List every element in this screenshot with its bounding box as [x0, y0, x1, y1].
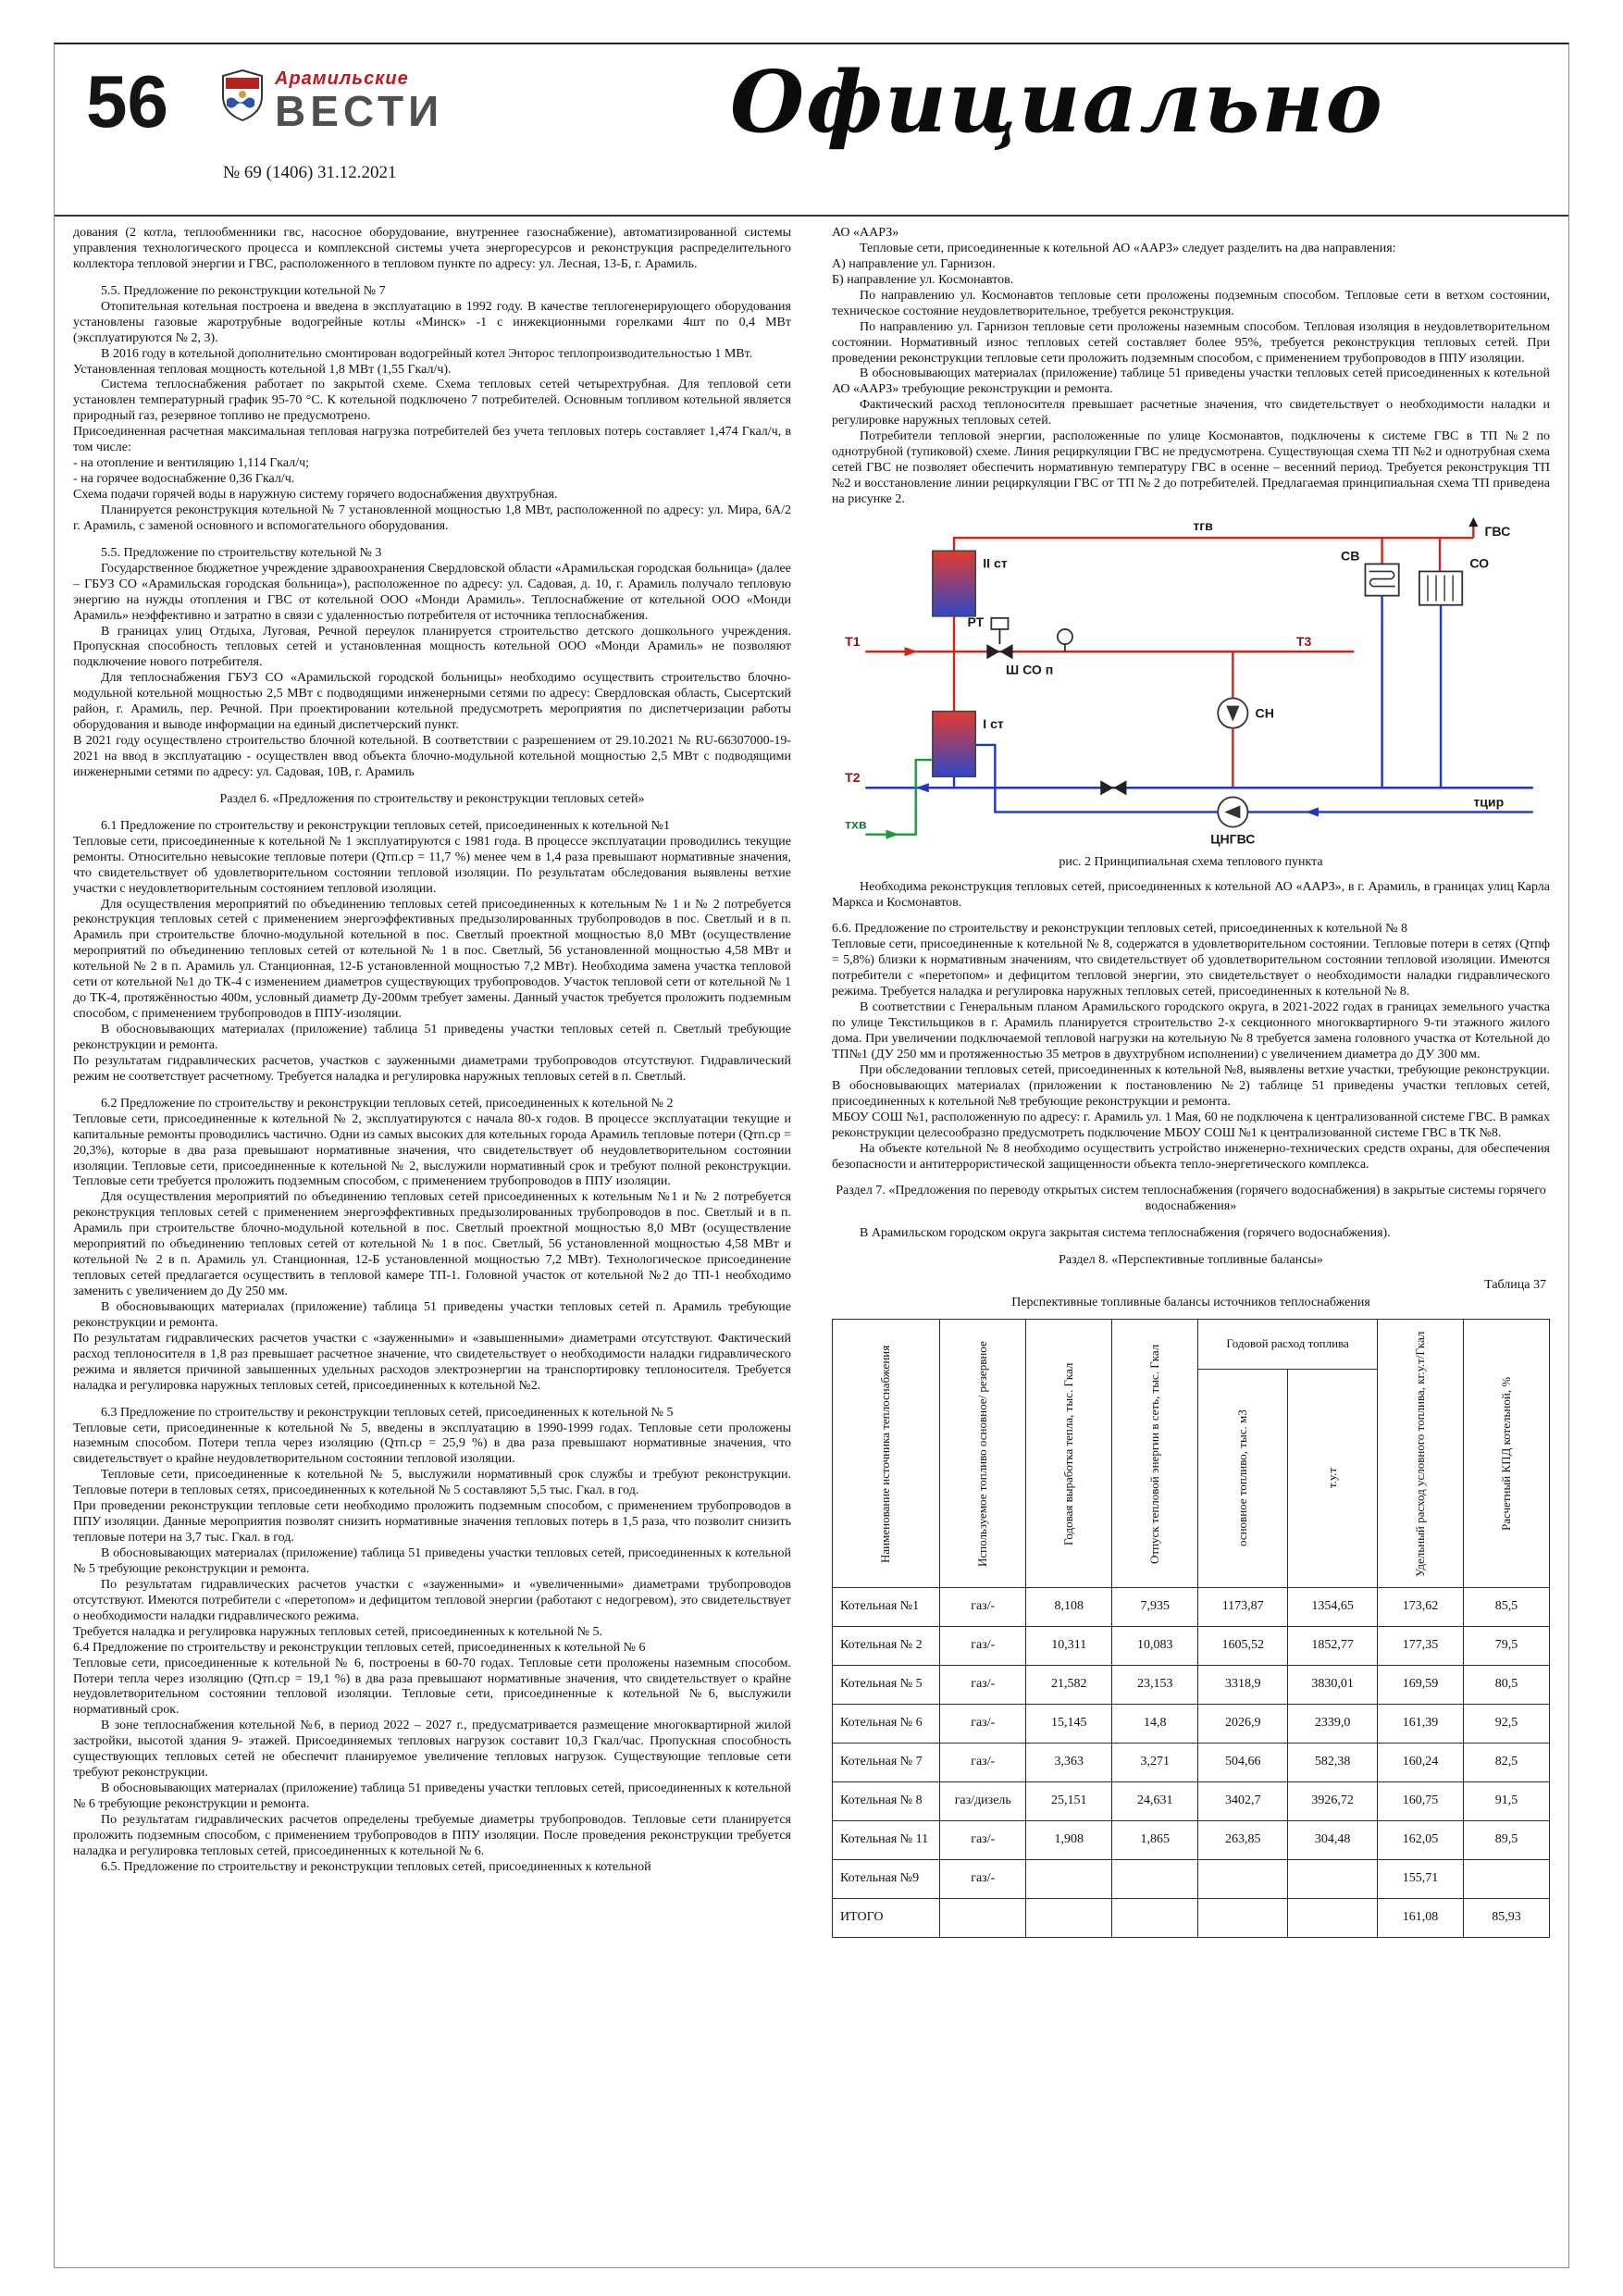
paragraph: По результатам гидравлических расчетов, участков с зауженными диаметрами трубопроводов отсутствуют. Гидравлический режим не соответствует расчетному. Требуется наладка и регулировка наружных тепловых сетей в п. Светлый.	[73, 1053, 791, 1084]
table-title: Перспективные топливные балансы источников теплоснабжения	[1011, 1296, 1370, 1310]
paragraph: По результатам гидравлических расчетов определены требуемые диаметры трубопроводов. Тепловые сети планируется проложить подземным способом, с применением трубопроводов в ППУ изоляции. После проведения реконструкции требуется наладка и регулировка тепловых сетей, присоединенных к котельной № 6.	[73, 1812, 791, 1858]
cell-value: 7,935	[1112, 1588, 1198, 1627]
page-number: 56	[86, 60, 168, 143]
section-heading: Раздел 8. «Перспективные топливные балансы»	[1059, 1253, 1323, 1268]
cell-value: газ/-	[940, 1666, 1026, 1705]
cell-value	[1198, 1860, 1288, 1899]
paragraph: Б) направление ул. Космонавтов.	[832, 272, 1014, 287]
cell-value	[1288, 1860, 1378, 1899]
table-row	[833, 1860, 1550, 1899]
arrow-thv	[886, 829, 898, 838]
cell-value: 1173,87	[1198, 1588, 1288, 1627]
cell-value: 10,311	[1026, 1627, 1112, 1666]
label-rt: РТ	[967, 614, 985, 629]
col-header-production: Годовая выработка тепла, тыс. Гкал	[1026, 1320, 1112, 1588]
heat-exchanger-stage1	[933, 712, 975, 777]
cell-value: 263,85	[1198, 1821, 1288, 1860]
arrow-t1	[905, 647, 918, 656]
cell-value: газ/-	[940, 1588, 1026, 1627]
cell-value: 161,39	[1378, 1705, 1464, 1744]
cell-value: 3318,9	[1198, 1666, 1288, 1705]
paragraph: Требуется наладка и регулировка наружных тепловых сетей, присоединенных к котельной № 5.	[73, 1624, 602, 1639]
cell-value: 85,5	[1464, 1588, 1550, 1627]
paragraph: Государственное бюджетное учреждение здравоохранения Свердловской области «Арамильская городская больница» (далее – ГБУЗ СО «Арамильская городская больница»), расположенное по адресу: ул. Садовая, д. 10, г. Арамиль получало тепловую энергию на нужды отопления и ГВС от котельной ООО «Монди Арамиль». Теплоснабжение от котельной ООО «Монди Арамиль» неэффективно и затратно в связи с удаленностью потребителя от источника теплоснабжения.	[73, 561, 791, 623]
column-right	[832, 226, 1550, 2260]
label-stage2: II ст	[983, 555, 1008, 571]
paragraph: Отопительная котельная построена и введена в эксплуатацию в 1992 году. В качестве теплогенерирующего оборудования установлены газовые жаротрубные водогрейные котлы «Минск» -1 с инжекционными горелками 4шт по 0,4 МВт (эксплуатируются № 2, 3).	[73, 299, 791, 345]
pipe-thv	[865, 760, 933, 835]
issue-date: № 69 (1406) 31.12.2021	[223, 163, 397, 182]
label-sn: СН	[1255, 705, 1274, 721]
cell-value: 161,08	[1378, 1899, 1464, 1938]
col-header-annual-fuel: Годовой расход топлива	[1198, 1320, 1378, 1369]
cell-value: газ/-	[940, 1627, 1026, 1666]
paragraph: 6.3 Предложение по строительству и реконструкции тепловых сетей, присоединенных к котельной № 5	[101, 1405, 674, 1420]
paragraph: дования (2 котла, теплообменники гвс, насосное оборудование, внутреннее газоснабжение), автоматизированной системы управления технологического процесса и комплексной системы учета энергоресурсов и реконструкция распределительного коллектора тепловой энергии и ГВС, расположенного в тепловом пункте по адресу: ул. Лесная, 13-Б, г. Арамиль.	[73, 226, 791, 271]
cell-value: 1605,52	[1198, 1627, 1288, 1666]
paragraph: Система теплоснабжения работает по закрытой схеме. Схема тепловых сетей четырехтрубная. Для тепловой сети установлен температурный график 95-70 °С. К котельной подключено 7 потребителей. Основным топливом котельной является природный газ, резервное топливо не предусмотрено.	[73, 378, 791, 424]
rt-valve-icon-2	[999, 644, 1012, 659]
cell-value: газ/дизель	[940, 1782, 1026, 1821]
label-stage1: I ст	[983, 715, 1004, 731]
paragraph: Тепловые сети, присоединенные к котельной № 8, содержатся в удовлетворительном состоянии. Тепловые потери в сетях (Qтпф = 5,8%) близки к нормативным значениям, что свидетельствует об удовлетворительном состоянии тепловой изоляции. Имеются потребители с «перетопом» и дефицитом тепловой энергии, это свидетельствует о необходимости наладки гидравлического режима. Требуется наладка и регулировка наружных тепловых сетей, присоединенных к котельной № 8.	[832, 937, 1550, 999]
section-title: Официально	[730, 52, 1384, 152]
paragraph: В обосновывающих материалах (приложение) таблица 51 приведены участки тепловых сетей, присоединенных к котельной № 6 требующие реконструкции и ремонта.	[73, 1781, 791, 1811]
towel-dryer-symbol	[1365, 564, 1398, 595]
section-heading: Раздел 6. «Предложения по строительству и реконструкции тепловых сетей»	[219, 791, 645, 806]
cell-value: 79,5	[1464, 1627, 1550, 1666]
paragraph: Потребители тепловой энергии, расположенные по улице Космонавтов, подключены к системе ГВС в ТП №2 по однотрубной (тупиковой) схеме. Линия рециркуляции ГВС не предусмотрена. Существующая схема ТП №2 и однотрубная схема сетей ГВС не позволяет обеспечить нормативную температуру ГВС в осенне – весенний период. Требуется реконструкция ТП №2 и восстановление линии рециркуляции ГВС от ТП № 2 до потребителей. Предлагаемая принципиальная схема ТП приведена на рисунке 2.	[832, 429, 1550, 506]
cell-value	[1112, 1860, 1198, 1899]
cell-value: 25,151	[1026, 1782, 1112, 1821]
table-row	[833, 1899, 1550, 1938]
paragraph: При проведении реконструкции тепловые сети необходимо проложить подземным способом, с применением трубопроводов в ППУ изоляции. Данные мероприятия позволят снизить нормативные значения тепловых потерь в 1,5 раза, что позволит снизить тепловые потери на 3,7 тыс. Гкал. в год.	[73, 1499, 791, 1545]
cell-value: 85,93	[1464, 1899, 1550, 1938]
newspaper-brand	[221, 68, 444, 135]
cell-value: 82,5	[1464, 1744, 1550, 1782]
cell-value: газ/-	[940, 1744, 1026, 1782]
col-header-main-fuel: основное топливо, тыс. м3	[1198, 1369, 1288, 1588]
cell-value: 3,363	[1026, 1744, 1112, 1782]
paragraph: 5.5. Предложение по реконструкции котельной № 7	[101, 283, 386, 298]
paragraph: - на горячее водоснабжение 0,36 Гкал/ч.	[73, 472, 295, 487]
row-label: Котельная № 5	[833, 1666, 940, 1705]
paragraph: Тепловые сети, присоединенные к котельной № 6, построены в 60-70 годах. Тепловые сети проложены наземным способом. Потери тепла через изоляцию (Qтп.ср = 19,1 %) в два раза превышают нормативные значения, что свидетельствует о крайне неудовлетворительном состоянии тепловой изоляции. Тепловые сети, присоединенные к котельной №6, выслужили нормативный срок.	[73, 1656, 791, 1718]
column-left	[73, 226, 791, 2260]
paragraph: В обосновывающих материалах (приложение) таблице 51 приведены участки тепловых сетей присоединенных к котельной АО «ААРЗ» требующие реконструкции и ремонта.	[832, 366, 1550, 397]
paragraph: Тепловые сети, присоединенные к котельной № 2, эксплуатируются с начала 80-х годов. В процессе эксплуатации текущие и капитальные ремонты проводились частично. Одни из самых высоких для котельных города Арамиль тепловые потери (Qтп.ср = 20,3%), которые в два раза превышают нормативные значения, что свидетельствует об неудовлетворительном состоянии изоляции. Тепловые сети, присоединенные к котельной № 2, выслужили нормативный срок и требуют полной реконструкции. Тепловые сети требуется проложить подземным способом, с применением трубопроводов в ППУ изоляции.	[73, 1111, 791, 1189]
paragraph: А) направление ул. Гарнизон.	[832, 256, 996, 271]
row-label: Котельная №1	[833, 1588, 940, 1627]
cell-value: 2339,0	[1288, 1705, 1378, 1744]
paragraph: Для осуществления мероприятий по объединению тепловых сетей присоединенных к котельным № 1 и № 2 потребуется реконструкция тепловых сетей с применением энергоэффективных предызолированных трубопроводов в пос. Светлый и в п. Арамиль при строительстве блочно-модульной котельной в пос. Светлый проектной мощностью 8,0 МВт (осуществление мероприятий по объединению тепловых сетей от котельной № 1 в пос. Светлый, 56 установленной мощностью 4,58 МВт и котельной № 2 в п. Арамиль ул. Станционная, 12-Б установленной мощностью 7,2 МВт). Необходима замена участка тепловой сети от котельной №1 до ТК-4 с изменением диаметров существующих трубопроводов. Участок тепловой сети от котельной № 1 до ТК-4, протяжённостью 400м, условный диаметр Ду-200мм требует замены. Данный участок требуется проложить подземным способом, с применением трубопроводов в ППУ-изоляции.	[73, 897, 791, 1022]
paragraph: В зоне теплоснабжения котельной №6, в период 2022 – 2027 г., предусматривается размещение многоквартирной жилой застройки, высотой здания 9- этажей. Присоединяемых тепловых нагрузок составит 10,3 Гкал/час. Пропускная способность существующих тепловых сетей не обеспечит планируемое увеличение тепловых нагрузок. Существующие тепловые сети требуют реконструкции.	[73, 1719, 791, 1781]
cell-value: газ/-	[940, 1860, 1026, 1899]
heat-exchanger-stage2	[933, 551, 975, 616]
paragraph: В соответствии с Генеральным планом Арамильского городского округа, в 2021-2022 годах в границах земельного участка по улице Текстильщиков в г. Арамиль планируется строительство 2-х секционного многоквартирного 9-ти этажного жилого дома. При увеличении подключаемой тепловой нагрузки на котельную № 8 требуется замена головного участка от Котельной до ТП№1 (ДУ 250 мм и протяженностью 35 метров в двухтрубном исполнении) с увеличением диаметра до ДУ 300 мм.	[832, 1000, 1550, 1061]
label-t1: Т1	[845, 633, 861, 649]
masthead	[55, 44, 1568, 217]
gauge-icon	[1058, 629, 1072, 644]
row-label: Котельная № 2	[833, 1627, 940, 1666]
label-cngvs: ЦНГВС	[1210, 831, 1256, 847]
cell-value: 160,24	[1378, 1744, 1464, 1782]
paragraph: По результатам гидравлических расчетов участки с «зауженными» и «завышенными» диаметрами отсутствуют. Фактический расход теплоносителя в 1,8 раз превышает расчетное значение, что свидетельствует о необходимости наладки гидравлического режима и является причиной завышенных удельных расходов электроэнергии на транспортировку теплоносителя. Требуется наладка и регулировка наружных тепловых сетей, присоединенных к котельной №2.	[73, 1331, 791, 1393]
cell-value: 24,631	[1112, 1782, 1198, 1821]
cell-value: 23,153	[1112, 1666, 1198, 1705]
paragraph: Схема подачи горячей воды в наружную систему горячего водоснабжения двухтрубная.	[73, 488, 558, 502]
label-shsop: Ш СО п	[1006, 662, 1054, 677]
cell-value: 1852,77	[1288, 1627, 1378, 1666]
paragraph: 6.6. Предложение по строительству и реконструкции тепловых сетей, присоединенных к котельной № 8	[832, 922, 1407, 937]
paragraph: Тепловые сети, присоединенные к котельной АО «ААРЗ» следует разделить на два направления:	[860, 241, 1396, 255]
cell-value: 173,62	[1378, 1588, 1464, 1627]
paragraph: Установленная тепловая мощность котельной 1,8 МВт (1,55 Гкал/ч).	[73, 362, 452, 377]
pipe-gvs-supply	[954, 538, 1473, 551]
cell-value: 3926,72	[1288, 1782, 1378, 1821]
paragraph: В границах улиц Отдыха, Луговая, Речной переулок планируется строительство детского дошкольного учреждения. Пропускная способность тепловых сетей и установленная мощность котельной ООО «Монди Арамиль» не позволяют подключение нового потребителя.	[73, 624, 791, 670]
cell-value: 80,5	[1464, 1666, 1550, 1705]
paragraph: 6.4 Предложение по строительству и реконструкции тепловых сетей, присоединенных к котельной № 6	[73, 1640, 646, 1655]
col-header-source: Наименование источника теплоснабжения	[833, 1320, 940, 1588]
cell-value: 304,48	[1288, 1821, 1378, 1860]
paragraph: Фактический расход теплоносителя превышает расчетные значения, что свидетельствует о необходимости наладки и регулировке наружных тепловых сетей.	[832, 398, 1550, 428]
masthead-city: Арамильские	[275, 68, 409, 89]
cell-value: 1,865	[1112, 1821, 1198, 1860]
arrow-t2	[916, 783, 929, 792]
col-header-specific: Удельный расход условного топлива, кг.у.т/Гкал	[1378, 1320, 1464, 1588]
cell-value	[1026, 1860, 1112, 1899]
paragraph: Тепловые сети, присоединенные к котельной № 5, введены в эксплуатацию в 1990-1999 годах. Тепловые сети проложены наземным способом. Потери тепла через изоляцию (Qтп.ср = 25,9 %) в два раза превышают нормативные значения, что свидетельствует о крайне неудовлетворительном состоянии тепловой изоляции.	[73, 1421, 791, 1467]
cell-value: 1,908	[1026, 1821, 1112, 1860]
arrow-tcir	[1306, 807, 1319, 816]
cell-value: 10,083	[1112, 1627, 1198, 1666]
paragraph: 5.5. Предложение по строительству котельной № 3	[101, 545, 382, 560]
cell-value: газ/-	[940, 1821, 1026, 1860]
paragraph: 6.5. Предложение по строительству и реконструкции тепловых сетей, присоединенных к котельной	[101, 1859, 651, 1874]
row-label: Котельная № 7	[833, 1744, 940, 1782]
row-label: Котельная № 11	[833, 1821, 940, 1860]
table-row	[833, 1782, 1550, 1821]
fuel-balance-table	[832, 1319, 1550, 1938]
t2-valve-icon-2	[1113, 780, 1126, 795]
paragraph: Планируется реконструкция котельной № 7 установленной мощностью 1,8 МВт, расположенной по адресу: ул. Мира, 6А/2 г. Арамиль, с заменой основного и вспомогательного оборудования.	[73, 503, 791, 533]
cell-value: 91,5	[1464, 1782, 1550, 1821]
label-t3: Т3	[1295, 633, 1312, 649]
pipe-recirc-return	[975, 745, 1218, 813]
table-row	[833, 1705, 1550, 1744]
paragraph: В обосновывающих материалах (приложение) таблица 51 приведены участки тепловых сетей п. Арамиль требующие реконструкции и ремонта.	[73, 1299, 791, 1330]
cell-value	[1464, 1860, 1550, 1899]
cell-value: 3402,7	[1198, 1782, 1288, 1821]
cell-value: 504,66	[1198, 1744, 1288, 1782]
paragraph: Тепловые сети, присоединенные к котельной № 1 эксплуатируются с 1981 года. В процессе эксплуатации проводились текущие ремонты. Относительно невысокие тепловые потери (Qтп.ср = 11,7 %) менее чем в 1,4 раза превышают нормативные значения, что свидетельствует об удовлетворительном состоянии тепловой изоляции. По результатам обследования выявлены ветхие участки с неудовлетворительным состоянием тепловой изоляции.	[73, 834, 791, 896]
paragraph: В Арамильском городском округа закрытая система теплоснабжения (горячего водоснабжения).	[860, 1226, 1391, 1241]
paragraph: Необходима реконструкция тепловых сетей, присоединенных к котельной АО «ААРЗ», в г. Арамиль, в границах улиц Карла Маркса и Космонавтов.	[832, 879, 1550, 910]
cell-value: 1354,65	[1288, 1588, 1378, 1627]
cell-value	[1198, 1899, 1288, 1938]
row-label: Котельная № 6	[833, 1705, 940, 1744]
cell-value: 21,582	[1026, 1666, 1112, 1705]
cell-value: 8,108	[1026, 1588, 1112, 1627]
rt-valve-icon	[986, 644, 999, 659]
paragraph: В обосновывающих материалах (приложение) таблица 51 приведены участки тепловых сетей, присоединенных к котельной № 5 требующие реконструкции и ремонта.	[73, 1546, 791, 1576]
paragraph: Для теплоснабжения ГБУЗ СО «Арамильской городской больницы» необходимо осуществить строительство блочно-модульной котельной мощностью 2,5 МВт с подводящими инженерными сетями по адресу: Свердловская область, Сысертский район, г. Арамиль, пер. Речной. При проектировании котельной предусмотреть мероприятия по диспетчеризации работы оборудования и выводе информации на единый диспетчерский пункт.	[73, 671, 791, 733]
heat-point-diagram	[832, 515, 1550, 851]
paragraph: МБОУ СОШ №1, расположенную по адресу: г. Арамиль ул. 1 Мая, 60 не подключена к централизованной системе ГВС. В рамках реконструкции целесообразно предусмотреть подключение МБОУ СОШ №1 к централизованной системе ГВС в ТК №8.	[832, 1110, 1550, 1140]
page-frame	[54, 43, 1569, 2268]
masthead-name: ВЕСТИ	[275, 87, 444, 135]
rt-actuator	[991, 618, 1008, 629]
label-thv: тхв	[845, 816, 867, 832]
page-body	[73, 226, 1550, 2260]
label-gvs: ГВС	[1484, 524, 1511, 540]
paragraph: По результатам гидравлических расчетов участки с «зауженными» и «увеличенными» диаметрами трубопроводов отсутствуют. Имеются потребители с «перетопом» и дефицитом тепловой энергии (работают с недогревом), это свидетельствует о необходимости наладки гидравлического режима.	[73, 1577, 791, 1623]
paragraph: - на отопление и вентиляцию 1,114 Гкал/ч;	[73, 456, 310, 471]
cell-value: 3830,01	[1288, 1666, 1378, 1705]
paragraph: 6.1 Предложение по строительству и реконструкции тепловых сетей, присоединенных к котельной №1	[101, 818, 670, 833]
row-label: ИТОГО	[833, 1899, 940, 1938]
paragraph: Присоединенная расчетная максимальная тепловая нагрузка потребителей без учета тепловых потерь составляет 1,474 Гкал/ч, в том числе:	[73, 425, 791, 455]
paragraph: В 2021 году осуществлено строительство блочной котельной. В соответствии с разрешением от 29.10.2021 № RU-66307000-19-2021 на ввод в эксплуатацию - осуществлен ввод объекта блочно-модульной котельной мощностью 2,5 МВт с подводящими инженерными сетями по адресу: ул. Садовая, 10В, г. Арамиль	[73, 734, 791, 779]
col-header-tut: т.у.т	[1288, 1369, 1378, 1588]
paragraph: На объекте котельной № 8 необходимо осуществить устройство инженерно-технических средств охраны, для обеспечения безопасности и антитеррористической защищенности объекта тепло-энергетического комплекса.	[832, 1141, 1550, 1172]
cell-value: 162,05	[1378, 1821, 1464, 1860]
table-row	[833, 1666, 1550, 1705]
label-so: СО	[1469, 555, 1490, 571]
label-tcir: тцир	[1473, 794, 1505, 810]
paragraph: По направлению ул. Гарнизон тепловые сети проложены наземным способом. Тепловая изоляция в неудовлетворительном состоянии. Нормативный износ тепловых сетей составляет более 95%, требуется реконструкция тепловых сетей. При проведении реконструкции тепловые сети проложить подземным способом, с применением трубопроводов в ППУ изоляции.	[832, 319, 1550, 366]
figure-caption: рис. 2 Принципиальная схема теплового пункта	[1059, 854, 1323, 869]
paragraph: Для осуществления мероприятий по объединению тепловых сетей присоединенных к котельным №1 и № 2 потребуется реконструкция тепловых сетей с применением энергоэффективных предызолированных трубопроводов в пос. Светлый и в п. Арамиль при строительстве блочно-модульной котельной в пос. Светлый проектной мощностью 8,0 МВт (осуществление мероприятий по объединению тепловых сетей от котельной № 1 в пос. Светлый, 56 установленной мощностью 4,58 МВт и котельной № 2 в п. Арамиль ул. Станционная, 12-Б установленной мощностью 7,2 МВт). Технологическое присоединение тепловых сетей предлагается осуществить в тепловой камере ТП-1. Головной участок от котельной №2 до ТП-1 необходимо заменить с увеличением до Ду 250 мм.	[73, 1190, 791, 1298]
cell-value: 582,38	[1288, 1744, 1378, 1782]
paragraph: Тепловые сети, присоединенные к котельной № 5, выслужили нормативный срок службы и требуют реконструкции. Тепловые потери в тепловых сетях, присоединенных к котельной № 5 составляют 5,5 тыс. Гкал. в год.	[73, 1468, 791, 1498]
col-header-supply: Отпуск тепловой энергии в сеть, тыс. Гкал	[1112, 1320, 1198, 1588]
table-row	[833, 1744, 1550, 1782]
row-label: Котельная №9	[833, 1860, 940, 1899]
t2-valve-icon	[1100, 780, 1113, 795]
label-sv: СВ	[1341, 548, 1360, 564]
paragraph: 6.2 Предложение по строительству и реконструкции тепловых сетей, присоединенных к котельной № 2	[101, 1096, 674, 1111]
cell-value: 89,5	[1464, 1821, 1550, 1860]
cell-value: 14,8	[1112, 1705, 1198, 1744]
cell-value: 3,271	[1112, 1744, 1198, 1782]
cell-value: 2026,9	[1198, 1705, 1288, 1744]
paragraph: АО «ААРЗ»	[832, 226, 899, 240]
cell-value	[1288, 1899, 1378, 1938]
cell-value: 169,59	[1378, 1666, 1464, 1705]
cell-value	[940, 1899, 1026, 1938]
table-row	[833, 1821, 1550, 1860]
masthead-title	[275, 68, 444, 135]
col-header-fuel: Используемое топливо основное/ резервное	[940, 1320, 1026, 1588]
label-tgv: тгв	[1193, 517, 1213, 533]
paragraph: В обосновывающих материалах (приложение) таблица 51 приведены участки тепловых сетей п. Светлый требующие реконструкции и ремонта.	[73, 1023, 791, 1052]
section-heading: Раздел 7. «Предложения по переводу открытых систем теплоснабжения (горячего водоснабжения) в закрытые системы горячего водоснабжения»	[836, 1184, 1546, 1214]
cell-value: 155,71	[1378, 1860, 1464, 1899]
cell-value: 160,75	[1378, 1782, 1464, 1821]
table-row	[833, 1627, 1550, 1666]
table-caption: Таблица 37	[1484, 1278, 1546, 1293]
coat-of-arms-logo	[221, 68, 264, 127]
arrow-gvs	[1468, 517, 1478, 527]
row-label: Котельная № 8	[833, 1782, 940, 1821]
paragraph: При обследовании тепловых сетей, присоединенных к котельной №8, выявлены ветхие участки, требующие реконструкции. В обосновывающих материалах (приложении к постановлению №2) таблице 51 приведены участки тепловых сетей, присоединенных к котельной №8 требующие реконструкции и ремонта.	[832, 1062, 1550, 1109]
cell-value: 15,145	[1026, 1705, 1112, 1744]
paragraph: В 2016 году в котельной дополнительно смонтирован водогрейный котел Энторос теплопроизводительностью 1 МВт.	[101, 346, 753, 361]
cell-value: 177,35	[1378, 1627, 1464, 1666]
radiator-symbol	[1419, 571, 1462, 604]
cell-value	[1026, 1899, 1112, 1938]
cell-value	[1112, 1899, 1198, 1938]
cell-value: газ/-	[940, 1705, 1026, 1744]
paragraph: По направлению ул. Космонавтов тепловые сети проложены подземным способом. Тепловые сети в ветхом состоянии, техническое состояние неудовлетворительное, требуется реконструкция.	[832, 288, 1550, 318]
label-t2: Т2	[845, 770, 861, 786]
table-row	[833, 1588, 1550, 1627]
col-header-kpd: Расчетный КПД котельной, %	[1464, 1320, 1550, 1588]
cell-value: 92,5	[1464, 1705, 1550, 1744]
